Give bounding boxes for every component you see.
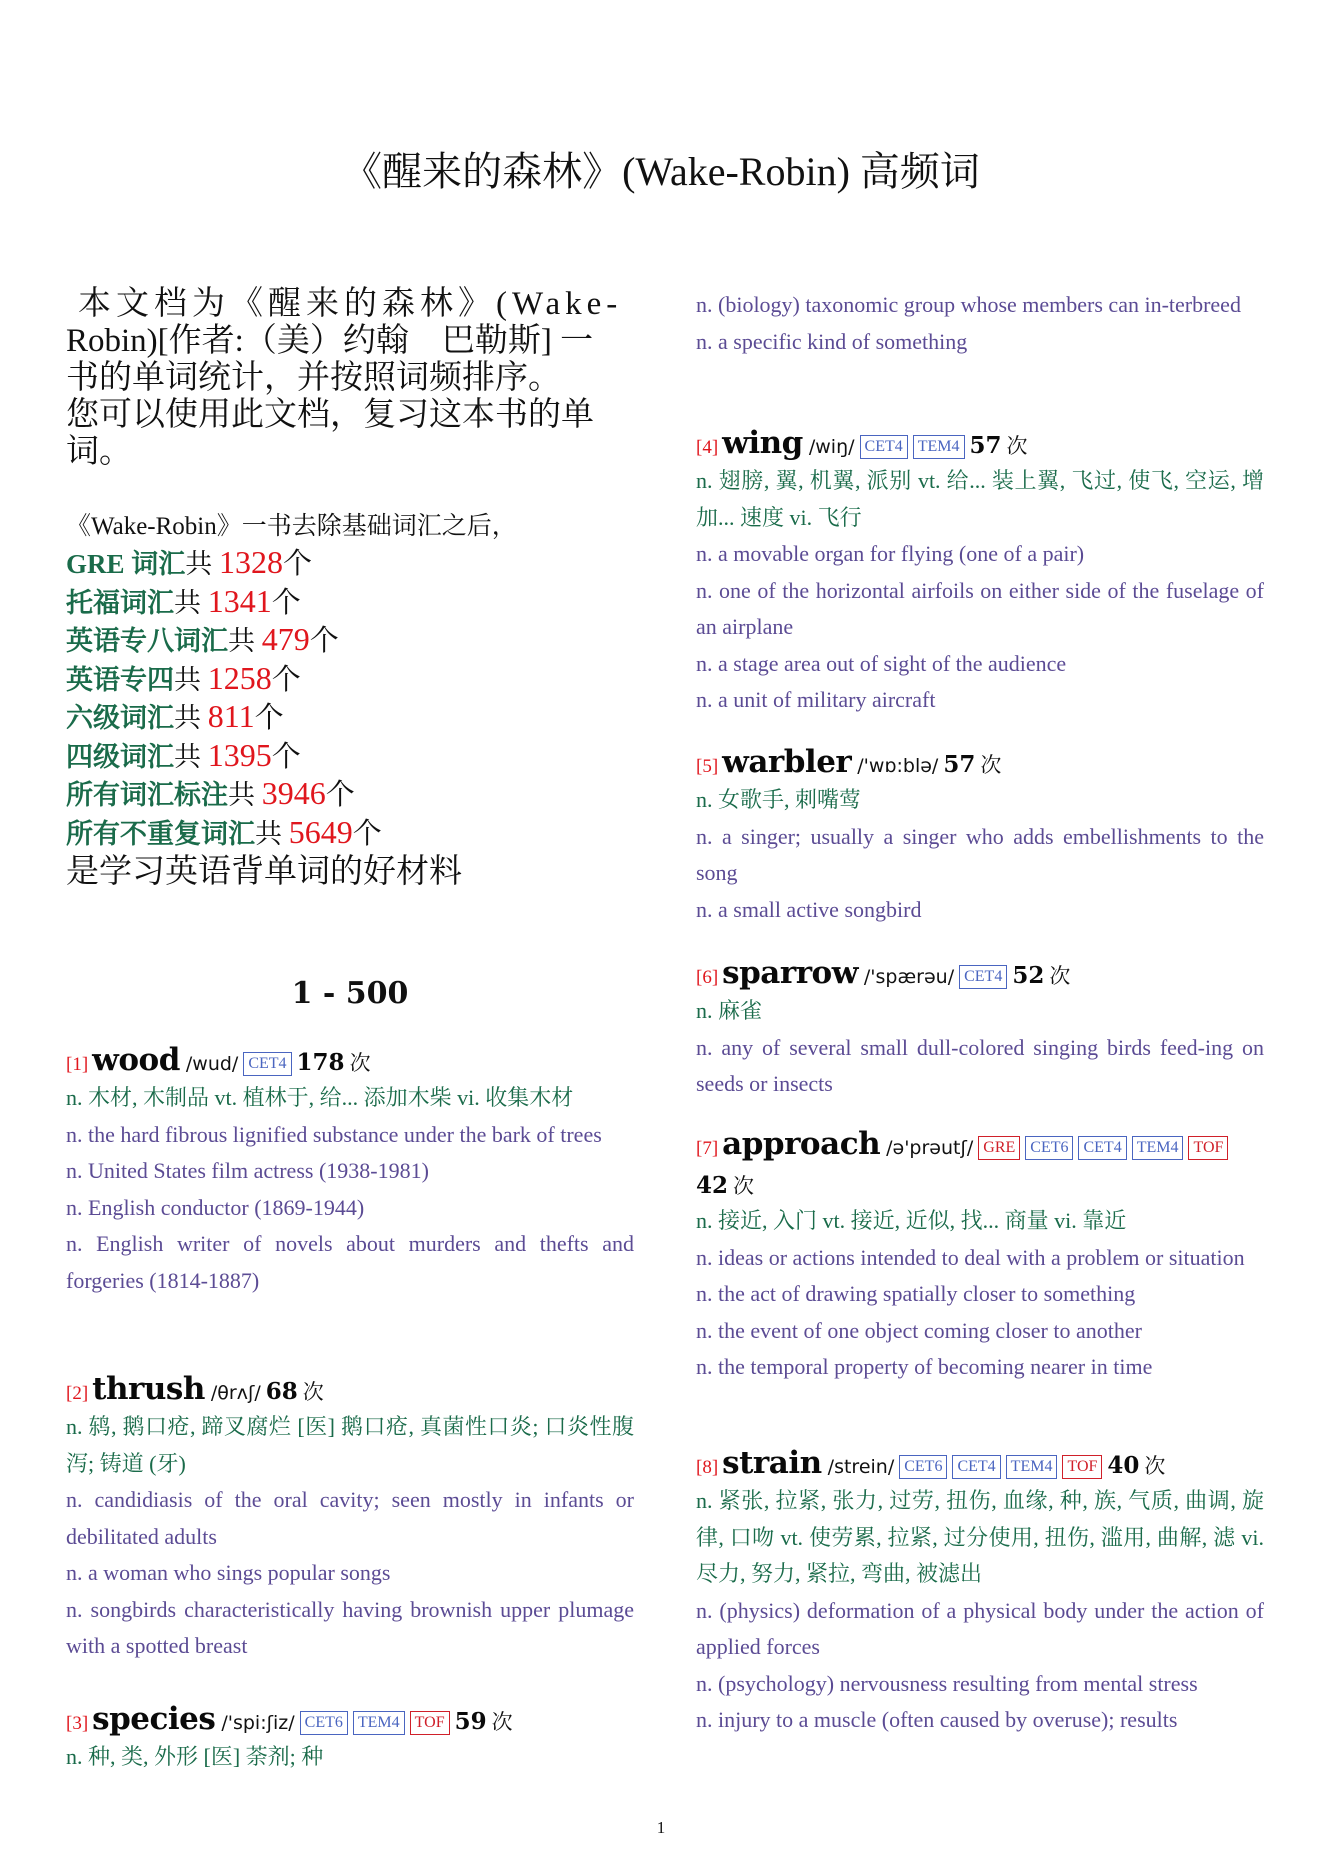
entry-index: [3] [66,1713,89,1734]
definition-english: n. English conductor (1869-1944) [66,1194,365,1220]
definition-english: n. any of several small dull-colored singing birds feed-ing on seeds or insects [696,1034,1264,1096]
definition-english: n. the temporal property of becoming nearer in time [696,1354,1153,1379]
entry-phonetic: /'spi:ʃiz/ [221,1712,295,1734]
tag-tem4: TEM4 [913,435,965,459]
definition-english: n. a specific kind of something [696,328,968,354]
entry-header [66,1369,634,1409]
section-range-title: 1 - 500 [291,976,409,1011]
word-entry-wood [66,1040,634,1299]
vocabulary-stats [66,510,634,892]
entry-header [66,1040,634,1080]
tag-cet4: CET4 [860,435,908,459]
page-title: 《醒来的森林》(Wake-Robin) 高频词 [342,149,980,194]
entry-index: [1] [66,1054,89,1075]
tag-tem4: TEM4 [1132,1136,1184,1160]
stat-label: 所有词汇标注 [66,780,228,810]
stat-mid: 共 [255,818,282,849]
definition-english: n. a small active songbird [696,896,922,922]
stat-mid: 共 [174,587,201,618]
stat-row-tem4 [66,660,634,699]
intro-paragraph [66,286,634,471]
entry-phonetic: /wud/ [185,1053,239,1075]
definition-chinese: n. 女歌手, 刺嘴莺 [696,787,862,812]
stat-label: 所有不重复词汇 [66,818,255,849]
entry-word: species [92,1701,216,1737]
definition-chinese: n. 翅膀, 翼, 机翼, 派别 vt. 给... 装上翼, 飞过, 使飞, 空运, 增加... 速度 vi. 飞行 [696,468,1264,530]
entry-index: [2] [66,1383,89,1404]
tag-tof: TOF [410,1711,450,1735]
entry-index: [7] [696,1138,719,1159]
entry-word: warbler [722,744,852,780]
intro-line: Robin)[作者:（美）约翰 巴勒斯] 一 [66,323,594,359]
entry-phonetic: /wiŋ/ [808,436,855,458]
entry-word: sparrow [722,955,858,991]
definition-english: n. a singer; usually a singer who adds embellishments to the song [696,823,1264,885]
definition-english: n. injury to a muscle (often caused by overuse); results [696,1707,1178,1732]
stat-mid: 共 [174,741,201,772]
entry-index: [6] [696,967,719,988]
word-entry-wing [696,423,1264,719]
intro-line: 词。 [66,434,132,470]
definition-english: n. one of the horizontal airfoils on either side of the fuselage of an airplane [696,577,1264,639]
entry-phonetic: /'wɒ:blə/ [857,755,939,777]
entry-count: 57 [943,751,976,778]
stat-count: 479 [261,621,310,657]
stat-count: 811 [207,698,255,734]
intro-line: 本文档为《醒来的森林》(Wake- [78,286,623,322]
entry-phonetic: /θrʌʃ/ [210,1382,261,1404]
stat-label: GRE 词汇 [66,549,186,579]
entry-count-unit: 次 [733,1174,755,1198]
word-entry-thrush [66,1369,634,1665]
tag-tof: TOF [1188,1136,1228,1160]
stat-count: 5649 [288,813,353,850]
entry-header [696,1124,1264,1169]
entry-word: approach [722,1126,881,1162]
tag-cet6: CET6 [300,1711,348,1735]
entry-word: wood [92,1042,180,1078]
definition-english: n. ideas or actions intended to deal with a problem or situation [696,1244,1245,1270]
word-entry-species-continued [696,287,1264,360]
stat-row-gre [66,544,634,583]
entry-index: [8] [696,1457,719,1478]
definition-english: n. United States film actress (1938-1981) [66,1158,429,1183]
tag-tem4: TEM4 [1006,1455,1058,1479]
tag-tem4: TEM4 [353,1711,405,1735]
entry-header [696,1443,1264,1483]
definition-chinese: n. 种, 类, 外形 [医] 荼剂; 种 [66,1744,324,1769]
entry-count: 178 [296,1049,345,1076]
stat-row-all-unique [66,814,634,853]
entry-word: strain [722,1445,822,1481]
stat-unit: 个 [271,586,301,619]
stat-label: 英语专四 [66,664,174,695]
entry-count: 42 [696,1172,729,1199]
tag-cet4: CET4 [1078,1136,1126,1160]
tag-cet6: CET6 [899,1455,947,1479]
entry-count: 52 [1012,962,1045,989]
intro-line: 书的单词统计，并按照词频排序。 [66,360,561,396]
definition-chinese: n. 麻雀 [696,998,763,1023]
entry-count-line [696,1169,1264,1203]
stat-unit: 个 [283,548,313,580]
stat-label: 托福词汇 [66,587,174,618]
definition-english: n. a woman who sings popular songs [66,1560,391,1585]
stat-count: 3946 [261,775,326,811]
stat-count: 1395 [207,736,272,773]
stat-label: 英语专八词汇 [66,626,228,656]
tag-tof: TOF [1062,1455,1102,1479]
stat-row-all-tagged [66,775,634,814]
definition-chinese: n. 接近, 入门 vt. 接近, 近似, 找... 商量 vi. 靠近 [696,1208,1127,1233]
stats-lead: 《Wake-Robin》一书去除基础词汇之后， [66,513,517,540]
stat-mid: 共 [228,780,255,810]
stat-count: 1341 [207,582,272,619]
entry-count-unit: 次 [491,1710,513,1734]
stat-count: 1328 [219,544,284,580]
tag-cet6: CET6 [1025,1136,1073,1160]
definition-chinese: n. 鸫, 鹅口疮, 蹄叉腐烂 [医] 鹅口疮, 真菌性口炎; 口炎性腹泻; 铸道 (牙) [66,1414,634,1476]
word-entry-sparrow [696,953,1264,1103]
stat-row-cet4 [66,737,634,776]
entry-header [696,423,1264,463]
entry-phonetic: /'spærəu/ [863,966,955,988]
definition-english: n. songbirds characteristically having brownish upper plumage with a spotted breast [66,1596,634,1658]
tag-cet4: CET4 [952,1455,1000,1479]
word-entry-warbler [696,742,1264,928]
tag-cet4: CET4 [959,965,1007,989]
tag-cet4: CET4 [243,1052,291,1076]
entry-count-unit: 次 [1144,1454,1166,1478]
definition-english: n. the hard fibrous lignified substance under the bark of trees [66,1121,602,1147]
intro-line: 您可以使用此文档，复习这本书的单 [66,397,594,433]
stat-unit: 个 [254,702,284,734]
stat-unit: 个 [271,663,301,696]
word-entry-approach [696,1124,1264,1386]
stat-label: 六级词汇 [66,703,174,733]
entry-index: [4] [696,437,719,458]
page-number: 1 [656,1818,666,1837]
stat-count: 1258 [207,659,272,696]
entry-header [696,742,1264,782]
entry-count-unit: 次 [1049,964,1071,988]
definition-chinese: n. 木材, 木制品 vt. 植林于, 给... 添加木柴 vi. 收集木材 [66,1085,574,1110]
definition-english: n. English writer of novels about murders and thefts and forgeries (1814-1887) [66,1231,634,1293]
definition-english: n. (biology) taxonomic group whose members can in-terbreed [696,292,1241,317]
entry-count: 59 [454,1708,487,1735]
entry-count: 57 [969,432,1002,459]
stat-mid: 共 [174,703,201,733]
stats-closing: 是学习英语背单词的好材料 [66,854,462,890]
entry-count: 68 [265,1378,298,1405]
stat-unit: 个 [352,817,382,850]
entry-phonetic: /ə'prəutʃ/ [886,1137,974,1159]
entry-header [66,1699,634,1739]
entry-word: thrush [92,1371,205,1407]
definition-english: n. a stage area out of sight of the audience [696,650,1067,676]
stat-row-toefl [66,583,634,622]
stat-unit: 个 [309,625,339,657]
definition-english: n. a movable organ for flying (one of a pair) [696,541,1085,566]
tag-gre: GRE [978,1136,1020,1160]
definition-english: n. candidiasis of the oral cavity; seen mostly in infants or debilitated adults [66,1487,634,1549]
definition-english: n. the act of drawing spatially closer to something [696,1281,1136,1306]
stat-mid: 共 [174,664,201,695]
stat-mid: 共 [228,626,255,656]
entry-count-unit: 次 [302,1380,324,1404]
definition-english: n. the event of one object coming closer to another [696,1317,1142,1343]
entry-count: 40 [1107,1452,1140,1479]
definition-chinese: n. 紧张, 拉紧, 张力, 过劳, 扭伤, 血缘, 种, 族, 气质, 曲调, 旋律, 口吻 vt. 使劳累, 拉紧, 过分使用, 扭伤, 滥用, 曲解, 滤 vi. 尽力, 努力, 紧拉, 弯曲, 被滤出 [696,1488,1264,1586]
word-entry-species [66,1699,634,1776]
entry-count-unit: 次 [980,753,1002,777]
definition-english: n. (physics) deformation of a physical body under the action of applied forces [696,1597,1264,1659]
entry-header [696,953,1264,993]
stat-row-cet6 [66,698,634,737]
entry-phonetic: /strein/ [827,1456,895,1478]
stat-mid: 共 [185,549,213,579]
stat-label: 四级词汇 [66,741,174,772]
definition-english: n. (psychology) nervousness resulting from mental stress [696,1670,1198,1696]
entry-count-unit: 次 [1006,434,1028,458]
stat-unit: 个 [325,779,355,811]
word-entry-strain [696,1443,1264,1739]
stat-unit: 个 [271,740,301,773]
entry-index: [5] [696,756,719,777]
entry-count-unit: 次 [349,1051,371,1075]
entry-word: wing [722,425,803,461]
definition-english: n. a unit of military aircraft [696,687,936,712]
stat-row-tem8 [66,621,634,660]
